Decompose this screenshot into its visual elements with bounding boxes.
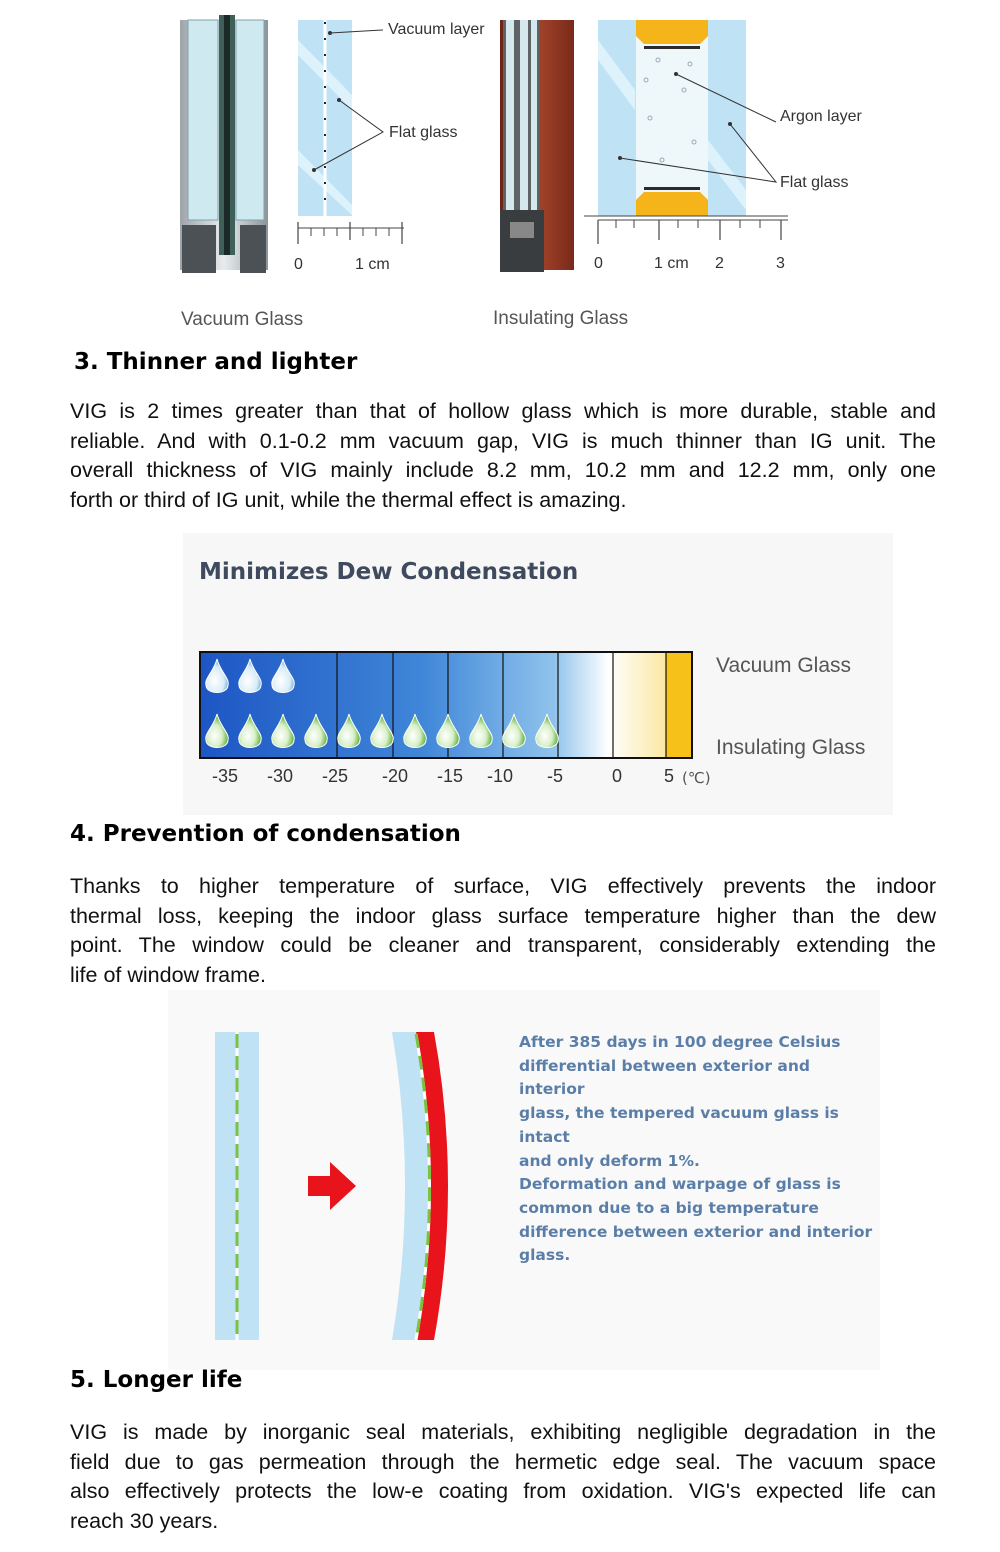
label-flat-glass-vacuum: Flat glass — [389, 124, 458, 141]
paragraph-line: also effectively protects the low-e coating from oxidation. VIG's expected life can — [70, 1479, 936, 1503]
vacuum-frame-profile — [180, 15, 268, 273]
paragraph-line: field due to gas permeation through the hermetic edge seal. The vacuum space — [70, 1449, 936, 1474]
label-flat-glass-insulating: Flat glass — [780, 174, 849, 191]
paragraph-line: forth or third of IG unit, while the thermal effect is amazing. — [70, 487, 627, 512]
label-argon-layer: Argon layer — [780, 108, 862, 125]
vacuum-condensation-drops — [206, 659, 295, 693]
dew-scale-bar — [195, 648, 715, 768]
dew-legend-insulating: Insulating Glass — [716, 736, 866, 759]
warpage-figure — [168, 990, 880, 1370]
warped-glass-pane — [392, 1032, 448, 1340]
dew-unit: (℃) — [682, 769, 711, 787]
caption-insulating-glass: Insulating Glass — [493, 308, 629, 329]
arrow-right-icon — [308, 1162, 356, 1210]
warpage-description — [519, 1031, 879, 1268]
dew-tick: -15 — [437, 766, 464, 786]
section-3-heading: 3. Thinner and lighter — [74, 349, 358, 375]
label-vacuum-layer: Vacuum layer — [388, 21, 485, 38]
section-5-heading: 5. Longer life — [70, 1367, 243, 1393]
scale-vacuum-0: 0 — [294, 256, 303, 273]
dew-tick: -25 — [322, 766, 349, 786]
warpage-line: After 385 days in 100 degree Celsius — [519, 1033, 841, 1051]
dew-tick: -35 — [212, 766, 239, 786]
section-4-heading: 4. Prevention of condensation — [70, 821, 461, 847]
paragraph-line: reliable. And with 0.1-0.2 mm vacuum gap, VIG is much thinner than IG unit. The — [70, 428, 936, 453]
scale-insulating-0: 0 — [594, 255, 603, 272]
dew-tick: -20 — [382, 766, 409, 786]
scale-insulating-3: 3 — [776, 255, 785, 272]
dew-tick: -30 — [267, 766, 294, 786]
scale-insulating-2: 2 — [715, 255, 724, 272]
warpage-line: common due to a big temperature — [519, 1198, 819, 1217]
warpage-line: Deformation and warpage of glass is — [519, 1175, 841, 1194]
warpage-line: and only deform 1%. — [519, 1151, 700, 1170]
section-5-paragraph — [70, 1418, 936, 1536]
scale-vacuum-1cm: 1 cm — [355, 256, 390, 273]
flat-glass-pane — [215, 1032, 259, 1340]
paragraph-line: VIG is made by inorganic seal materials, exhibiting negligible degradation in the — [70, 1420, 936, 1444]
warpage-drawing — [168, 990, 498, 1370]
glass-comparison-figure — [0, 0, 1000, 340]
paragraph-line: overall thickness of VIG mainly include 8.2 mm, 10.2 mm and 12.2 mm, only one — [70, 458, 936, 482]
warpage-line: differential between exterior and interior — [519, 1056, 811, 1099]
section-4-paragraph — [70, 872, 936, 990]
warpage-line: glass, the tempered vacuum glass is intact — [519, 1104, 839, 1146]
dew-tick: -10 — [487, 766, 514, 786]
section-3-paragraph — [70, 397, 936, 515]
warpage-line: glass. — [519, 1246, 571, 1265]
insulating-frame-profile — [500, 20, 574, 272]
dew-tick: 5 — [664, 766, 675, 786]
insulating-glass-section — [584, 20, 788, 244]
paragraph-line: point. The window could be cleaner and transparent, considerably extending the — [70, 933, 936, 957]
paragraph-line: thermal loss, keeping the indoor glass surface temperature higher than the dew — [70, 903, 936, 928]
paragraph-line: reach 30 years. — [70, 1508, 219, 1533]
glass-comparison-drawing — [0, 0, 1000, 300]
dew-tick: 0 — [612, 766, 623, 786]
warpage-line: difference between exterior and interior — [519, 1222, 873, 1241]
scale-insulating-1cm: 1 cm — [654, 255, 689, 272]
dew-condensation-figure — [183, 533, 893, 815]
paragraph-line: VIG is 2 times greater than that of hollow glass which is more durable, stable and — [70, 399, 936, 423]
dew-figure-title: Minimizes Dew Condensation — [199, 559, 579, 585]
caption-vacuum-glass: Vacuum Glass — [181, 309, 304, 330]
paragraph-line: Thanks to higher temperature of surface, VIG effectively prevents the indoor — [70, 874, 936, 898]
paragraph-line: life of window frame. — [70, 962, 266, 987]
dew-legend-vacuum: Vacuum Glass — [716, 654, 851, 677]
dew-tick: -5 — [547, 766, 564, 786]
